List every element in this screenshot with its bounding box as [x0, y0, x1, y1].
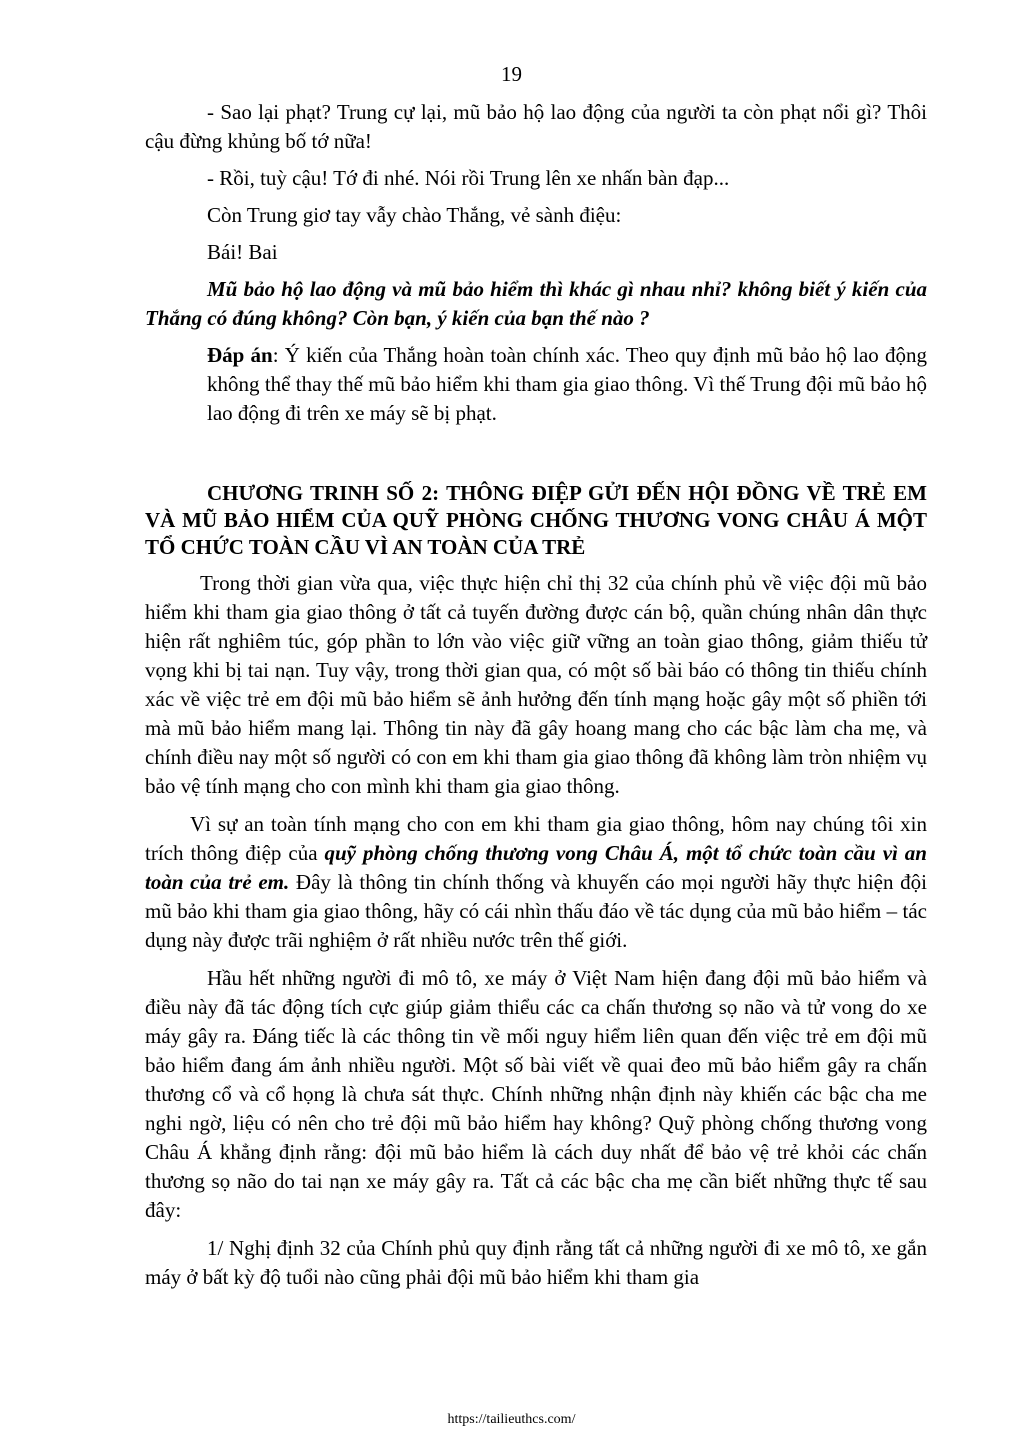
- paragraph-2-before: Vì sự an toàn tính mạng cho con em khi tham gia giao thông, hôm nay chúng tôi xin trích thông điệp của: [145, 812, 927, 865]
- paragraph-3: Hầu hết những người đi mô tô, xe máy ở Việt Nam hiện đang đội mũ bảo hiểm và điều này đã tác động tích cực giúp giảm thiểu các ca chấn thương sọ não và tử vong do xe máy gây ra. Đáng tiếc là các thông tin về mối nguy hiểm liên quan đến việc trẻ em đội mũ bảo hiểm đang ám ảnh nhiều người. Một số bài viết về quai đeo mũ bảo hiểm gây ra chấn thương cổ và cổ họng là chưa sát thực. Chính những nhận định này khiến các bậc cha me nghi ngờ, liệu có nên cho trẻ đội mũ bảo hiểm hay không? Quỹ phòng chống thương vong Châu Á khẳng định rằng: đội mũ bảo hiểm là cách duy nhất để bảo vệ trẻ khỏi các chấn thương sọ não do tai nạn xe máy gây ra. Tất cả các bậc cha mẹ cần biết những thực tế sau đây:: [145, 966, 927, 1222]
- dialog-line-2: - Rồi, tuỳ cậu! Tớ đi nhé. Nói rồi Trung lên xe nhấn bàn đạp...: [207, 166, 730, 190]
- page-number: 19: [501, 62, 522, 86]
- dialog-line-3: Còn Trung giơ tay vẫy chào Thắng, vẻ sành điệu:: [207, 203, 622, 227]
- dialog-line-4: Bái! Bai: [207, 240, 278, 264]
- answer-label: Đáp án: [207, 343, 273, 367]
- paragraph-2: [145, 810, 927, 955]
- dialog-line-1: - Sao lại phạt? Trung cự lại, mũ bảo hộ lao động của người ta còn phạt nổi gì? Thôi cậu đừng khủng bố tớ nữa!: [145, 100, 927, 153]
- paragraph-2-after: Đây là thông tin chính thống và khuyến cáo mọi người hãy thực hiện đội mũ bảo khi tham gia giao thông, hãy có cái nhìn thấu đáo về tác dụng của mũ bảo hiểm – tác dụng này được trãi nghiệm ở rất nhiều nước trên thế giới.: [145, 870, 927, 952]
- answer: [145, 341, 927, 428]
- question: Mũ bảo hộ lao động và mũ bảo hiểm thì khác gì nhau nhỉ? không biết ý kiến của Thắng có đúng không? Còn bạn, ý kiến của bạn thế nào ?: [145, 277, 927, 330]
- document-body: [145, 98, 927, 1292]
- paragraph-1: Trong thời gian vừa qua, việc thực hiện chỉ thị 32 của chính phủ về việc đội mũ bảo hiểm khi tham gia giao thông ở tất cả tuyến đường được cán bộ, quần chúng nhân dân thực hiện rất nghiêm túc, góp phần to lớn vào việc giữ vững an toàn giao thông, giảm thiếu tử vọng khi bị tai nạn. Tuy vậy, trong thời gian qua, có một số bài báo có thông tin thiếu chính xác về việc trẻ em đội mũ bảo hiểm sẽ ảnh hưởng đến tính mạng hoặc gây một số phiền tới mà mũ bảo hiểm mang lại. Thông tin này đã gây hoang mang cho các bậc làm cha mẹ, và chính điều nay một số người có con em khi tham gia giao thông đã không làm tròn nhiệm vụ bảo vệ tính mạng cho con mình khi tham gia giao thông.: [145, 571, 927, 798]
- paragraph-4: 1/ Nghị định 32 của Chính phủ quy định rằng tất cả những người đi xe mô tô, xe gắn máy ở bất kỳ độ tuổi nào cũng phải đội mũ bảo hiểm khi tham gia: [145, 1236, 927, 1289]
- answer-text: : Ý kiến của Thắng hoàn toàn chính xác. Theo quy định mũ bảo hộ lao động không thể thay thế mũ bảo hiểm khi tham gia giao thông. Vì thế Trung đội mũ bảo hộ lao động đi trên xe máy sẽ bị phạt.: [207, 343, 927, 425]
- chapter-title: CHƯƠNG TRINH SỐ 2: THÔNG ĐIỆP GỬI ĐẾN HỘI ĐỒNG VỀ TRẺ EM VÀ MŨ BẢO HIỂM CỦA QUỸ PHÒNG CHỐNG THƯƠNG VONG CHÂU Á MỘT TỔ CHỨC TOÀN CẦU VÌ AN TOÀN CỦA TRẺ: [145, 481, 927, 559]
- footer-url: https://tailieuthcs.com/: [447, 1412, 576, 1427]
- paragraph-2-emphasis: quỹ phòng chống thương vong Châu Á, một tổ chức toàn cầu vì an toàn của trẻ em.: [145, 841, 927, 894]
